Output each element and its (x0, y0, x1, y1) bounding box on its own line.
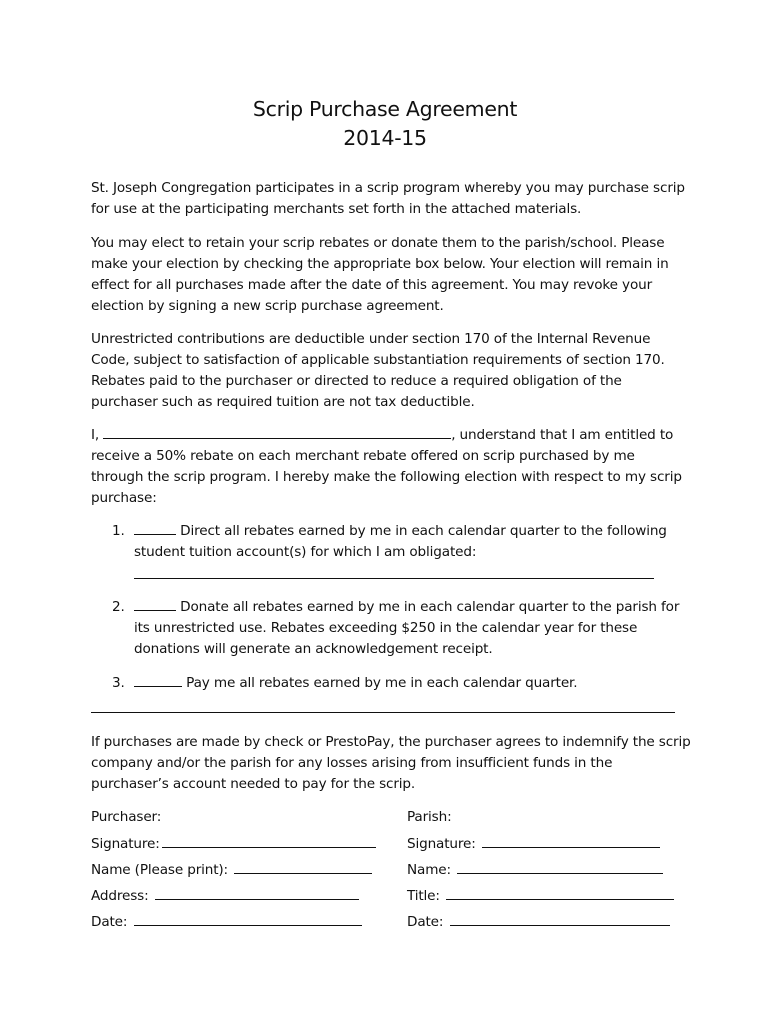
parish-title-label: Title: (407, 888, 440, 904)
parish-signature-label: Signature: (407, 836, 476, 852)
section-divider (91, 712, 675, 713)
parish-name-field[interactable] (457, 859, 663, 874)
entitlement-paragraph (91, 425, 691, 509)
parish-title-field[interactable] (446, 885, 674, 900)
entitlement-suffix: , understand that I am entitled to receive a 50% rebate on each merchant rebate offered on scrip purchased by me through the scrip program. I hereby make the following election with respect to my scrip purchase: (91, 427, 682, 506)
purchaser-name-blank[interactable] (103, 425, 451, 439)
parish-heading: Parish: (407, 809, 452, 825)
purchaser-signature-row (91, 833, 376, 855)
purchaser-name-label: Name (Please print): (91, 862, 228, 878)
purchaser-date-label: Date: (91, 914, 128, 930)
indemnify-paragraph: If purchases are made by check or PrestoPay, the purchaser agrees to indemnify the scrip company and/or the parish for any losses arising from insufficient funds in the purchaser’s account needed to pay for the scrip. (91, 734, 691, 792)
option-3-content (134, 673, 692, 694)
intro-paragraph: St. Joseph Congregation participates in a scrip program whereby you may purchase scrip for use at the participating merchants set forth in the attached materials. (91, 180, 685, 217)
purchaser-name-row (91, 859, 372, 881)
option-2-number: 2. (112, 599, 125, 615)
purchaser-signature-field[interactable] (162, 833, 376, 848)
purchaser-date-row (91, 911, 362, 933)
parish-name-label: Name: (407, 862, 451, 878)
option-2-content (134, 597, 692, 660)
option-3 (112, 673, 692, 694)
option-1-content (134, 521, 692, 563)
purchaser-date-field[interactable] (134, 911, 362, 926)
parish-name-row (407, 859, 663, 881)
parish-date-field[interactable] (450, 911, 670, 926)
option-2 (112, 597, 692, 660)
purchaser-address-field[interactable] (155, 885, 359, 900)
tuition-account-line[interactable] (134, 578, 654, 579)
tax-paragraph: Unrestricted contributions are deductible under section 170 of the Internal Revenue Code, subject to satisfaction of applicable substantiation requirements of section 170. Rebates paid to the purchaser or directed to reduce a required obligation of the purchaser such as required tuition are not tax deductible. (91, 331, 665, 410)
option-3-check-blank[interactable] (134, 673, 182, 687)
election-paragraph: You may elect to retain your scrip rebates or donate them to the parish/school. Please make your election by checking the appropriate box below. Your election will remain in effect for all purchases made after the date of this agreement. You may revoke your election by signing a new scrip purchase agreement. (91, 235, 669, 314)
option-1-text: Direct all rebates earned by me in each calendar quarter to the following student tuition account(s) for which I am obligated: (134, 523, 667, 560)
purchaser-signature-label: Signature: (91, 836, 160, 852)
parish-date-row (407, 911, 670, 933)
purchaser-heading: Purchaser: (91, 809, 162, 825)
parish-title-row (407, 885, 674, 907)
option-3-text: Pay me all rebates earned by me in each calendar quarter. (186, 675, 578, 691)
purchaser-address-row (91, 885, 359, 907)
document-title: Scrip Purchase Agreement (252, 97, 518, 121)
parish-signature-field[interactable] (482, 833, 660, 848)
option-2-text: Donate all rebates earned by me in each calendar quarter to the parish for its unrestricted use. Rebates exceeding $250 in the calendar year for these donations will generate an acknowledgement receipt. (134, 599, 680, 657)
option-3-number: 3. (112, 675, 125, 691)
option-2-check-blank[interactable] (134, 597, 176, 611)
option-1-number: 1. (112, 523, 125, 539)
document-year: 2014-15 (343, 126, 427, 150)
parish-signature-row (407, 833, 660, 855)
option-1-check-blank[interactable] (134, 521, 176, 535)
option-1 (112, 521, 692, 563)
purchaser-name-field[interactable] (234, 859, 372, 874)
parish-date-label: Date: (407, 914, 444, 930)
entitlement-prefix: I, (91, 427, 100, 443)
purchaser-address-label: Address: (91, 888, 149, 904)
